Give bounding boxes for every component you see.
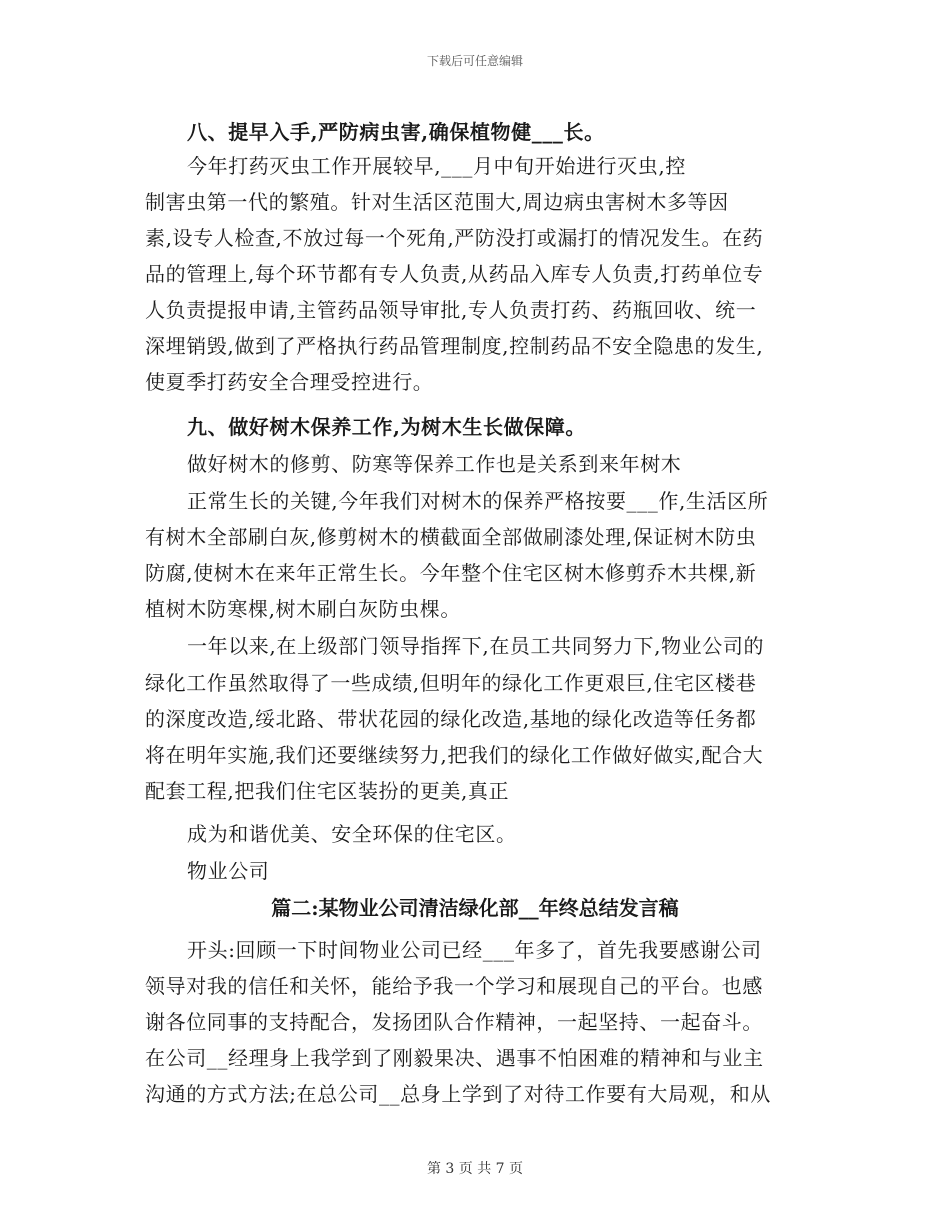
paragraph-line: 在公司__经理身上我学到了刚毅果决、遇事不怕困难的精神和与业主	[145, 1046, 764, 1070]
signature-company: 物业公司	[187, 859, 270, 883]
section-heading-9: 九、做好树木保养工作,为树木生长做保障。	[187, 415, 586, 439]
paragraph-line: 今年打药灭虫工作开展较早,___月中旬开始进行灭虫,控	[187, 154, 686, 178]
paragraph-line: 绿化工作虽然取得了一些成绩,但明年的绿化工作更艰巨,住宅区楼巷	[145, 671, 757, 695]
paragraph-line: 领导对我的信任和关怀，能给予我一个学习和展现自己的平台。也感	[145, 974, 763, 998]
paragraph-line: 植树木防寒棵,树木刷白灰防虫棵。	[145, 597, 461, 621]
section-heading-8: 八、提早入手,严防病虫害,确保植物健___长。	[187, 120, 605, 144]
paragraph-line: 配套工程,把我们住宅区装扮的更美,真正	[145, 779, 510, 803]
page-number: 第 3 页 共 7 页	[426, 1161, 524, 1177]
paragraph-line: 的深度改造,绥北路、带状花园的绿化改造,基地的绿化改造等任务都	[145, 707, 757, 731]
page-header: 下载后可任意编辑	[426, 54, 523, 68]
paragraph-line: 沟通的方式方法;在总公司__总身上学到了对待工作要有大局观，和从	[145, 1082, 771, 1106]
paragraph-line: 使夏季打药安全合理受控进行。	[145, 370, 434, 394]
paragraph-line: 做好树木的修剪、防寒等保养工作也是关系到来年树木	[187, 452, 682, 476]
article-title: 篇二:某物业公司清洁绿化部__年终总结发言稿	[271, 896, 679, 920]
paragraph-line: 一年以来,在上级部门领导指挥下,在员工共同努力下,物业公司的	[187, 634, 765, 658]
paragraph-line: 有树木全部刷白灰,修剪树木的横截面全部做刷漆处理,保证树木防虫	[145, 525, 757, 549]
paragraph-line: 开头:回顾一下时间物业公司已经___年多了，首先我要感谢公司	[187, 938, 762, 962]
paragraph-line: 品的管理上,每个环节都有专人负责,从药品入库专人负责,打药单位专	[145, 262, 764, 286]
paragraph-line: 正常生长的关键,今年我们对树木的保养严格按要___作,生活区所	[187, 489, 769, 513]
paragraph-line: 成为和谐优美、安全环保的住宅区。	[187, 822, 517, 846]
paragraph-line: 人负责提报申请,主管药品领导审批,专人负责打药、药瓶回收、统一	[145, 298, 757, 322]
paragraph-line: 素,设专人检查,不放过每一个死角,严防没打或漏打的情况发生。在药	[145, 226, 764, 250]
paragraph-line: 谢各位同事的支持配合，发扬团队合作精神，一起坚持、一起奋斗。	[145, 1010, 763, 1034]
paragraph-line: 将在明年实施,我们还要继续努力,把我们的绿化工作做好做实,配合大	[145, 743, 764, 767]
paragraph-line: 深埋销毁,做到了严格执行药品管理制度,控制药品不安全隐患的发生,	[145, 334, 764, 358]
paragraph-line: 制害虫第一代的繁殖。针对生活区范围大,周边病虫害树木多等因	[145, 190, 729, 214]
paragraph-line: 防腐,使树木在来年正常生长。今年整个住宅区树木修剪乔木共棵,新	[145, 561, 757, 585]
